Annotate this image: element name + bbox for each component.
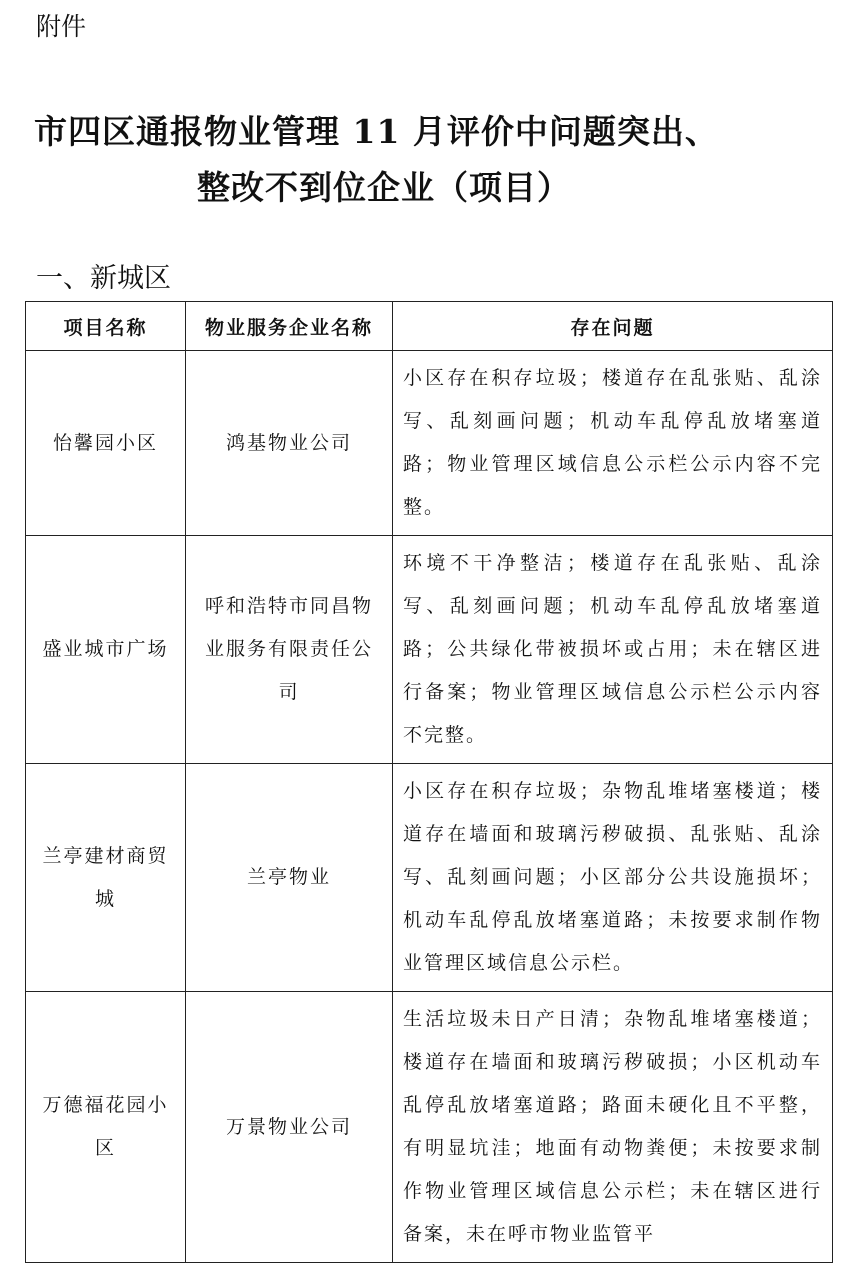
issues-cell: 小区存在积存垃圾；楼道存在乱张贴、乱涂写、乱刻画问题；机动车乱停乱放堵塞道路；物业管理区域信息公示栏公示内容不完整。 [393,351,833,536]
document-title [0,104,845,216]
project-name-cell: 怡馨园小区 [26,351,186,536]
company-name-cell: 鸿基物业公司 [186,351,393,536]
document-title-line-1: 市四区通报物业管理 11 月评价中问题突出、 [34,112,719,151]
table-row [26,992,833,1263]
project-name-cell: 盛业城市广场 [26,536,186,764]
document-title-line-2: 整改不到位企业（项目） [197,168,571,207]
company-name-cell: 呼和浩特市同昌物业服务有限责任公司 [186,536,393,764]
column-header-company: 物业服务企业名称 [186,302,393,351]
table-row [26,536,833,764]
attachment-label: 附件 [36,12,87,41]
project-name-cell: 兰亭建材商贸城 [26,764,186,992]
issues-cell: 环境不干净整洁；楼道存在乱张贴、乱涂写、乱刻画问题；机动车乱停乱放堵塞道路；公共绿化带被损坏或占用；未在辖区进行备案；物业管理区域信息公示栏公示内容不完整。 [393,536,833,764]
table-header-row [26,302,833,351]
section-heading: 一、新城区 [36,263,171,294]
company-name-cell: 兰亭物业 [186,764,393,992]
issues-cell: 小区存在积存垃圾；杂物乱堆堵塞楼道；楼道存在墙面和玻璃污秽破损、乱张贴、乱涂写、乱刻画问题；小区部分公共设施损坏；机动车乱停乱放堵塞道路；未按要求制作物业管理区域信息公示栏。 [393,764,833,992]
table-row [26,351,833,536]
issues-table [25,301,833,1263]
issues-cell: 生活垃圾未日产日清；杂物乱堆堵塞楼道；楼道存在墙面和玻璃污秽破损；小区机动车乱停乱放堵塞道路；路面未硬化且不平整，有明显坑洼；地面有动物粪便；未按要求制作物业管理区域信息公示栏；未在辖区进行备案，未在呼市物业监管平 [393,992,833,1263]
company-name-cell: 万景物业公司 [186,992,393,1263]
column-header-project: 项目名称 [26,302,186,351]
project-name-cell: 万德福花园小区 [26,992,186,1263]
table-row [26,764,833,992]
column-header-issues: 存在问题 [393,302,833,351]
